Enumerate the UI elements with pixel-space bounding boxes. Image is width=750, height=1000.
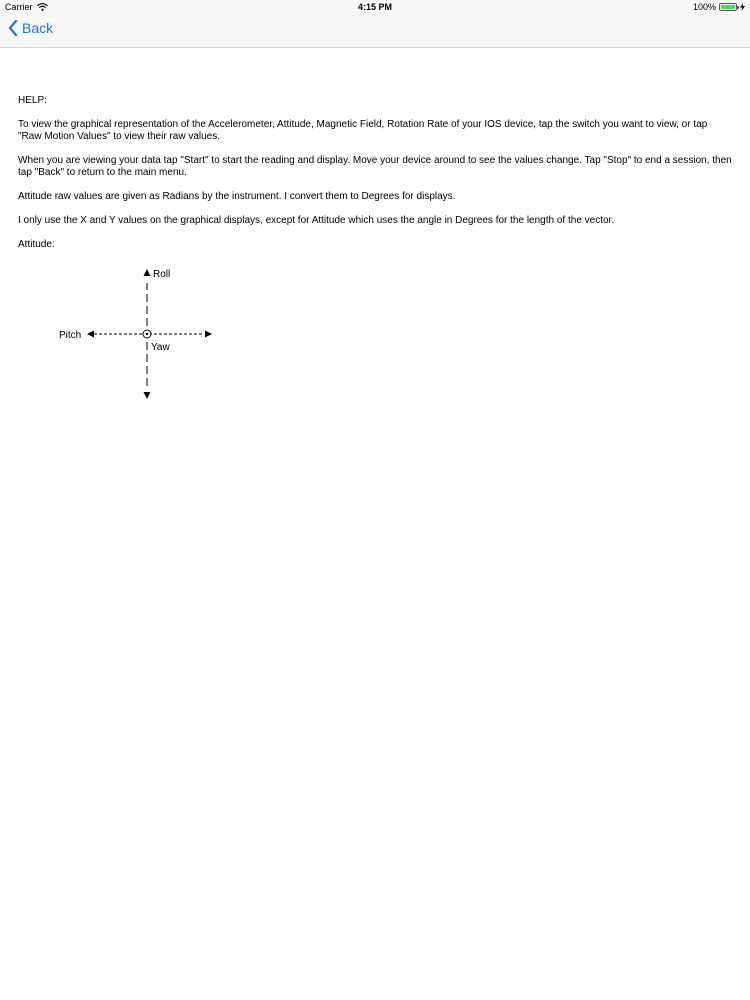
right-arrow-icon (205, 331, 212, 338)
yaw-label: Yaw (151, 342, 170, 353)
help-paragraph-4: I only use the X and Y values on the graphical displays, except for Attitude which uses the angle in Degrees for the length of the vector. (18, 215, 615, 226)
roll-arrow-icon (144, 269, 151, 276)
status-time: 4:15 PM (357, 2, 392, 12)
carrier-label: Carrier (5, 2, 33, 12)
help-paragraph-1: To view the graphical representation of the Accelerometer, Attitude, Magnetic Field, Rotation Rate of your IOS device, tap the switch you want to view, or tap "Raw Motion Values" to view their raw values. (18, 119, 708, 142)
roll-label: Roll (153, 269, 171, 280)
attitude-label: Attitude: (18, 239, 55, 250)
help-paragraph-2: When you are viewing your data tap "Start" to start the reading and display. Move your device around to see the values change. Tap "Stop" to end a session, then tap "Back" to return to the main menu. (18, 155, 732, 178)
help-paragraph-3: Attitude raw values are given as Radians by the instrument. I convert them to Degrees for displays. (18, 191, 456, 202)
back-label: Back (22, 20, 54, 36)
help-heading: HELP: (18, 95, 47, 106)
pitch-label: Pitch (59, 330, 82, 341)
battery-percent: 100% (692, 2, 716, 12)
pitch-arrow-icon (87, 331, 94, 338)
down-arrow-icon (144, 392, 151, 399)
